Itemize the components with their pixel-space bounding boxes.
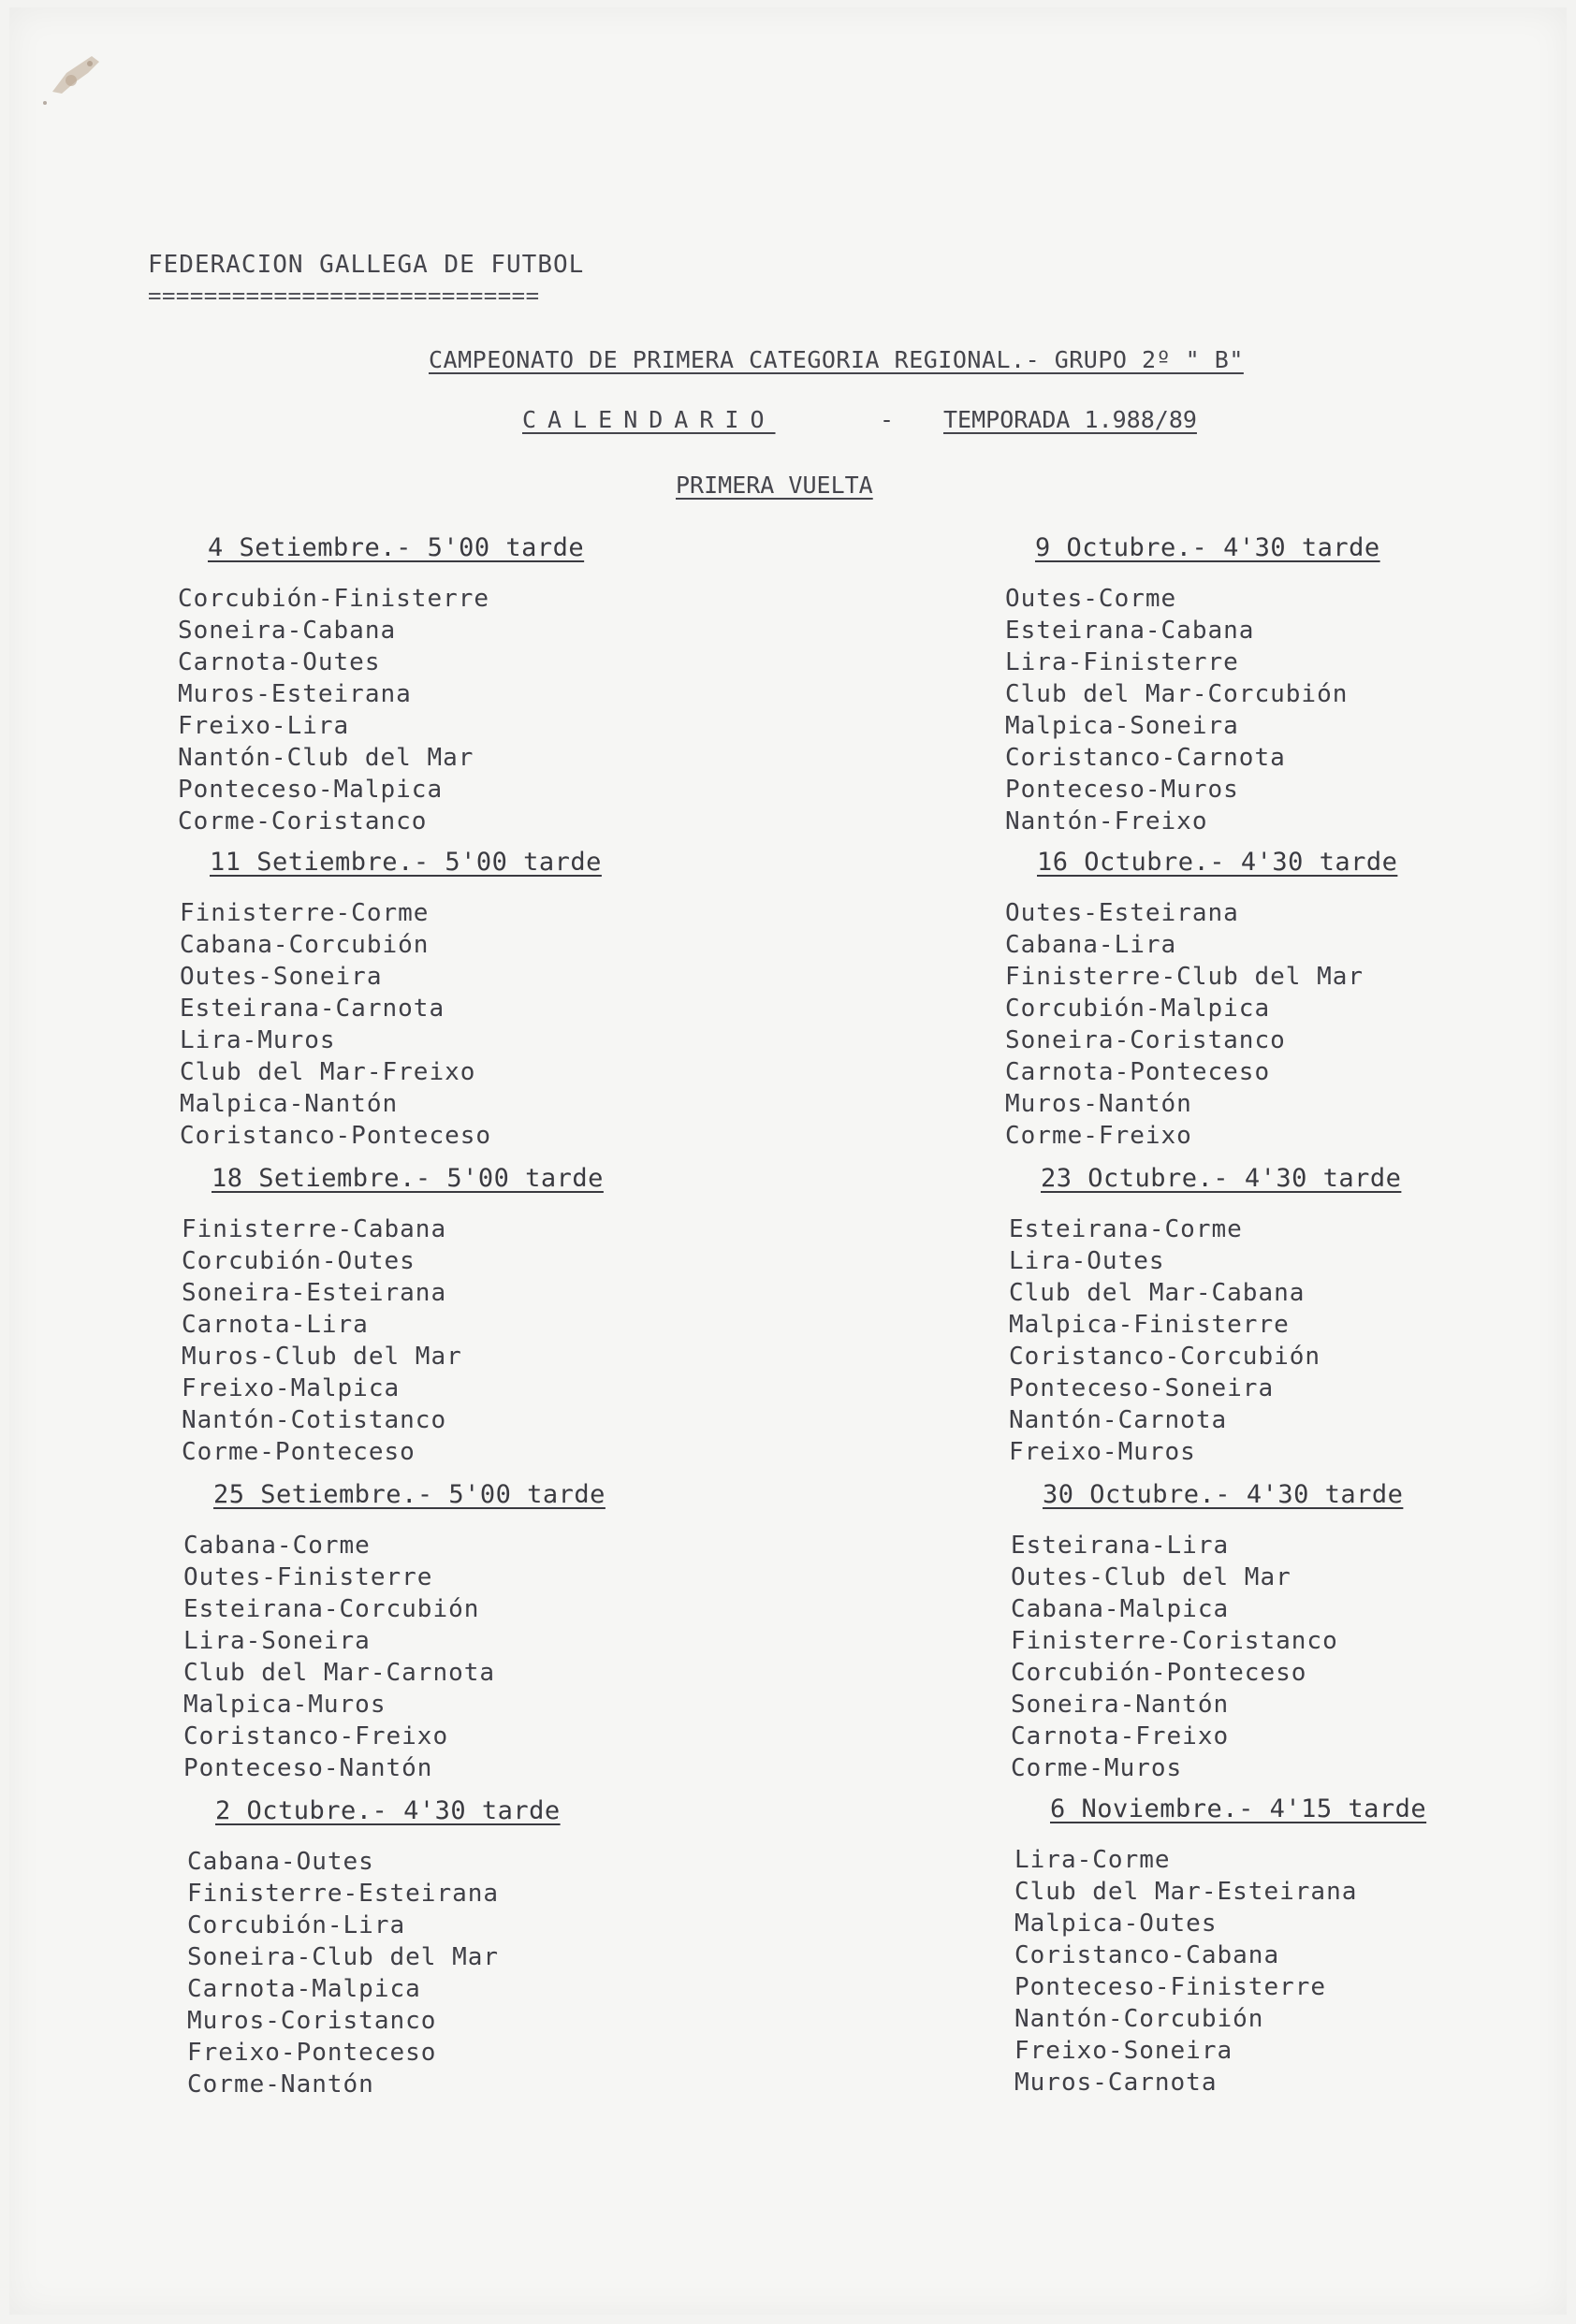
matchday-date: 30 Octubre.- 4'30 tarde [1043,1480,1404,1509]
match-item: Nantón-Carnota [1009,1406,1228,1434]
matchday-date: 23 Octubre.- 4'30 tarde [1041,1164,1402,1193]
championship-title: CAMPEONATO DE PRIMERA CATEGORIA REGIONAL.- GRUPO 2º " B" [429,346,1244,373]
match-item: Corcubión-Lira [187,1911,406,1939]
matchday-date: 9 Octubre.- 4'30 tarde [1035,533,1380,562]
matchday-date: 4 Setiembre.- 5'00 tarde [208,533,585,562]
match-list [178,583,584,837]
match-list [180,897,602,1152]
match-item: Nantón-Club del Mar [178,744,474,772]
match-item: Freixo-Soneira [1014,2037,1233,2065]
match-item: Malpica-Finisterre [1009,1311,1290,1339]
season-title: TEMPORADA 1.988/89 [943,406,1197,433]
match-item: Outes-Esteirana [1005,899,1239,927]
match-item: Finisterre-Cabana [182,1215,447,1243]
match-item: Corcubión-Outes [182,1247,416,1275]
matchday-block [1005,533,1380,837]
match-list [1011,1530,1403,1784]
match-list [1005,583,1380,837]
match-list [182,1213,604,1468]
match-item: Lira-Outes [1009,1247,1165,1275]
match-item: Malpica-Nantón [180,1090,399,1118]
matchday-date: 2 Octubre.- 4'30 tarde [215,1796,561,1825]
match-item: Nantón-Cotistanco [182,1406,447,1434]
match-item: Freixo-Ponteceso [187,2039,437,2067]
match-item: Club del Mar-Esteirana [1014,1878,1358,1906]
match-item: Esteirana-Carnota [180,995,445,1023]
match-item: Soneira-Club del Mar [187,1943,500,1971]
match-item: Corcubión-Ponteceso [1011,1659,1307,1687]
match-item: Outes-Finisterre [183,1563,433,1591]
matchday-date: 18 Setiembre.- 5'00 tarde [212,1164,604,1193]
match-item: Corcubión-Malpica [1005,995,1271,1023]
match-item: Ponteceso-Finisterre [1014,1973,1327,2001]
match-item: Nantón-Corcubión [1014,2005,1264,2033]
match-list [183,1530,606,1784]
match-item: Lira-Finisterre [1005,648,1239,676]
match-item: Carnota-Lira [182,1311,369,1339]
title-rule: ============================ [148,283,540,309]
matchday-date: 11 Setiembre.- 5'00 tarde [210,848,602,877]
match-item: Finisterre-Coristanco [1011,1627,1338,1655]
match-item: Esteirana-Lira [1011,1532,1230,1560]
match-item: Corcubión-Finisterre [178,585,490,613]
match-item: Muros-Club del Mar [182,1343,462,1371]
match-item: Esteirana-Cabana [1005,617,1255,645]
match-item: Muros-Esteirana [178,680,412,708]
match-item: Soneira-Esteirana [182,1279,447,1307]
round-title: PRIMERA VUELTA [676,472,873,499]
match-item: Club del Mar-Corcubión [1005,680,1349,708]
match-item: Corme-Coristanco [178,807,428,835]
match-list [1005,897,1397,1152]
match-item: Cabana-Outes [187,1848,374,1876]
matchday-block [1009,1164,1402,1468]
match-item: Muros-Coristanco [187,2007,437,2035]
match-item: Coristanco-Ponteceso [180,1122,492,1150]
match-item: Malpica-Outes [1014,1910,1218,1938]
match-item: Lira-Soneira [183,1627,371,1655]
match-item: Freixo-Lira [178,712,350,740]
match-item: Ponteceso-Muros [1005,776,1239,804]
match-list [187,1846,561,2100]
match-item: Lira-Corme [1014,1846,1171,1874]
matchday-block [187,1796,561,2100]
matchday-date: 6 Noviembre.- 4'15 tarde [1050,1794,1427,1823]
match-item: Corme-Nantón [187,2070,374,2099]
match-item: Club del Mar-Freixo [180,1058,476,1086]
match-item: Club del Mar-Cabana [1009,1279,1306,1307]
match-item: Finisterre-Club del Mar [1005,963,1364,991]
match-item: Malpica-Soneira [1005,712,1239,740]
match-item: Soneira-Nantón [1011,1691,1230,1719]
match-item: Cabana-Lira [1005,931,1177,959]
match-item: Corme-Muros [1011,1754,1183,1782]
calendar-title: CALENDARIO [522,406,776,433]
match-item: Cabana-Malpica [1011,1595,1230,1623]
match-item: Carnota-Freixo [1011,1722,1230,1750]
match-list [1009,1213,1401,1468]
match-item: Corme-Freixo [1005,1122,1192,1150]
match-item: Esteirana-Corcubión [183,1595,480,1623]
match-item: Cabana-Corme [183,1532,371,1560]
match-item: Outes-Club del Mar [1011,1563,1291,1591]
match-item: Ponteceso-Soneira [1009,1374,1275,1402]
match-item: Outes-Soneira [180,963,383,991]
matchday-block [182,1164,604,1468]
match-item: Soneira-Cabana [178,617,397,645]
match-item: Finisterre-Esteirana [187,1880,500,1908]
match-item: Coristanco-Corcubión [1009,1343,1321,1371]
matchday-block [178,533,585,837]
matchday-block [180,848,602,1152]
match-item: Outes-Corme [1005,585,1177,613]
matchday-block [1014,1794,1427,2099]
match-item: Soneira-Coristanco [1005,1026,1286,1054]
match-item: Muros-Carnota [1014,2069,1218,2097]
match-item: Freixo-Muros [1009,1438,1196,1466]
match-item: Lira-Muros [180,1026,336,1054]
match-item: Malpica-Muros [183,1691,387,1719]
match-item: Muros-Nantón [1005,1090,1192,1118]
paper-stain [34,36,118,110]
organization-title: FEDERACION GALLEGA DE FUTBOL [148,251,585,279]
match-item: Carnota-Ponteceso [1005,1058,1271,1086]
match-item: Carnota-Malpica [187,1975,421,2003]
matchday-date: 16 Octubre.- 4'30 tarde [1037,848,1398,877]
match-list [1014,1844,1426,2099]
matchday-block [1005,848,1398,1152]
matchday-block [183,1480,606,1784]
match-item: Corme-Ponteceso [182,1438,416,1466]
match-item: Freixo-Malpica [182,1374,401,1402]
match-item: Esteirana-Corme [1009,1215,1243,1243]
match-item: Finisterre-Corme [180,899,430,927]
match-item: Club del Mar-Carnota [183,1659,496,1687]
match-item: Coristanco-Carnota [1005,744,1286,772]
match-item: Coristanco-Freixo [183,1722,449,1750]
title-dash: - [880,406,895,433]
matchday-date: 25 Setiembre.- 5'00 tarde [213,1480,606,1509]
matchday-block [1011,1480,1404,1784]
match-item: Ponteceso-Malpica [178,776,444,804]
match-item: Ponteceso-Nantón [183,1754,433,1782]
match-item: Coristanco-Cabana [1014,1941,1280,1969]
match-item: Cabana-Corcubión [180,931,430,959]
match-item: Nantón-Freixo [1005,807,1208,835]
match-item: Carnota-Outes [178,648,381,676]
